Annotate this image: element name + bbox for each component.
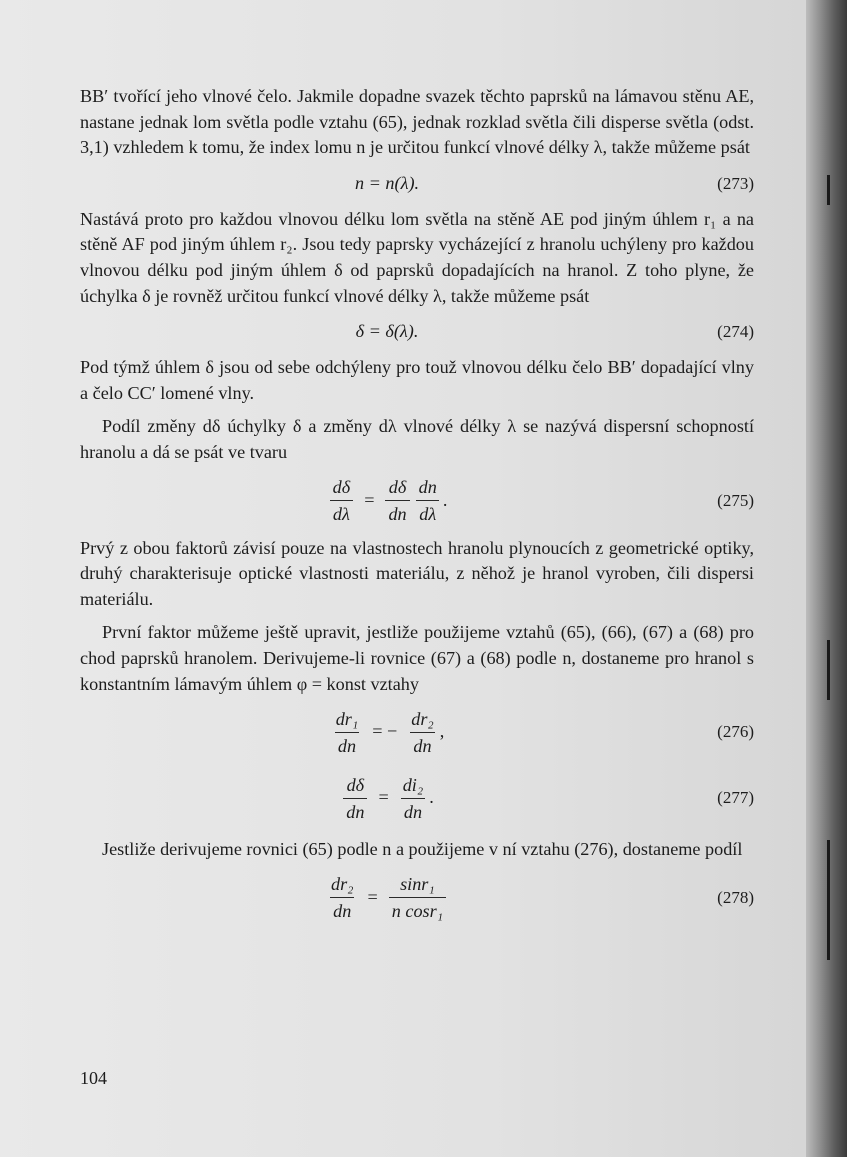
equation-273 bbox=[80, 165, 754, 203]
paragraph: BB′ tvořící jeho vlnové čelo. Jakmile dopadne svazek těchto paprsků na lámavou stěnu AE, nastane jednak lom světla podle vztahu (65), jednak rozklad světla čili disperse světla (odst. 3,1) vzhledem k tomu, že index lomu n je určitou funkcí vlnové délky λ, takže můžeme psát bbox=[80, 86, 754, 158]
edge-mark bbox=[827, 175, 830, 205]
fraction-denominator: dn bbox=[335, 732, 359, 758]
equation-number: (275) bbox=[717, 490, 754, 510]
fraction-denominator: dn bbox=[385, 500, 409, 526]
fraction-numerator: dr₂ bbox=[411, 708, 434, 729]
equation-number: (277) bbox=[717, 788, 754, 808]
fraction-numerator: dδ bbox=[388, 477, 407, 498]
fraction-numerator: dr₂ bbox=[330, 874, 354, 895]
fraction-denominator: n cosr₁ bbox=[389, 897, 446, 923]
paragraph: Nastává proto pro každou vlnovou délku lom světla na stěně AE pod jiným úhlem r₁ a na stěně AF pod jiným úhlem r₂. Jsou tedy paprsky vycházející z hranolu uchýleny pro každou vlnovou délku pod jiným úhlem δ od paprsků dopadajících na hranol. Z toho plyne, že úchylka δ je rovněž určitou funkcí vlnové délky λ, takže můžeme psát bbox=[80, 208, 754, 306]
fraction bbox=[330, 475, 354, 526]
equals-sign: = − bbox=[372, 721, 398, 742]
fraction bbox=[328, 872, 357, 923]
fraction-denominator: dλ bbox=[330, 500, 353, 526]
fraction-denominator: dn bbox=[343, 798, 367, 824]
equation-number: (274) bbox=[717, 322, 754, 342]
paragraph: Jestliže derivujeme rovnici (65) podle n a použijeme v ní vztahu (276), dostaneme podíl bbox=[102, 839, 743, 860]
fraction bbox=[343, 773, 367, 824]
equation-274 bbox=[80, 313, 754, 351]
fraction-numerator: dr₁ bbox=[335, 708, 359, 729]
paragraph: První faktor můžeme ještě upravit, jestliže použijeme vztahů (65), (66), (67) a (68) pro chod paprsků hranolem. Derivujeme-li rovnice (67) a (68) podle n, dostaneme pro hranol s konstantním lámavým úhlem φ = konst vztahy bbox=[80, 622, 754, 694]
equation-number: (273) bbox=[717, 173, 754, 193]
equation-expression: n = n(λ). bbox=[354, 172, 420, 193]
equation-expression: δ = δ(λ). bbox=[355, 321, 419, 342]
fraction-denominator: dλ bbox=[416, 500, 439, 526]
equation-number: (276) bbox=[717, 722, 754, 742]
fraction-numerator: dδ bbox=[332, 477, 351, 498]
equals-sign: = bbox=[364, 489, 375, 510]
equation-punctuation: . bbox=[442, 489, 448, 510]
page-edge-shadow bbox=[806, 0, 847, 1157]
edge-mark bbox=[827, 840, 830, 960]
fraction-denominator: dn bbox=[330, 897, 354, 923]
equation-number: (278) bbox=[717, 887, 754, 907]
fraction-numerator: dδ bbox=[346, 774, 365, 795]
fraction-numerator: dn bbox=[418, 477, 437, 498]
edge-mark bbox=[827, 640, 830, 700]
equation-277 bbox=[80, 767, 754, 829]
fraction bbox=[408, 707, 437, 758]
fraction bbox=[416, 475, 440, 526]
equation-punctuation: . bbox=[429, 787, 434, 808]
paragraph: Pod týmž úhlem δ jsou od sebe odchýleny pro touž vlnovou délku čelo BB′ dopadající vlny a čelo CC′ lomené vlny. bbox=[80, 357, 754, 403]
paragraph: Podíl změny dδ úchylky δ a změny dλ vlnové délky λ se nazývá dispersní schopností hranolu a dá se psát ve tvaru bbox=[80, 416, 754, 462]
fraction bbox=[385, 475, 409, 526]
fraction bbox=[333, 707, 362, 758]
equals-sign: = bbox=[378, 787, 389, 808]
page-number: 104 bbox=[80, 1068, 107, 1088]
equation-punctuation: , bbox=[439, 721, 445, 742]
fraction-numerator: di₂ bbox=[402, 774, 424, 795]
equation-278 bbox=[80, 867, 754, 929]
fraction-denominator: dn bbox=[410, 732, 434, 758]
page-text bbox=[80, 84, 754, 933]
fraction bbox=[389, 872, 446, 923]
fraction-denominator: dn bbox=[401, 798, 425, 824]
paragraph: Prvý z obou faktorů závisí pouze na vlastnostech hranolu plynoucích z geometrické optiky, druhý charakterisuje optické vlastnosti materiálu, z něhož je hranol vyroben, čili dispersi materiálu. bbox=[80, 537, 754, 609]
fraction bbox=[400, 773, 426, 824]
fraction-numerator: sinr₁ bbox=[400, 874, 435, 895]
equation-275 bbox=[80, 470, 754, 532]
equals-sign: = bbox=[367, 886, 378, 907]
equation-276 bbox=[80, 701, 754, 763]
